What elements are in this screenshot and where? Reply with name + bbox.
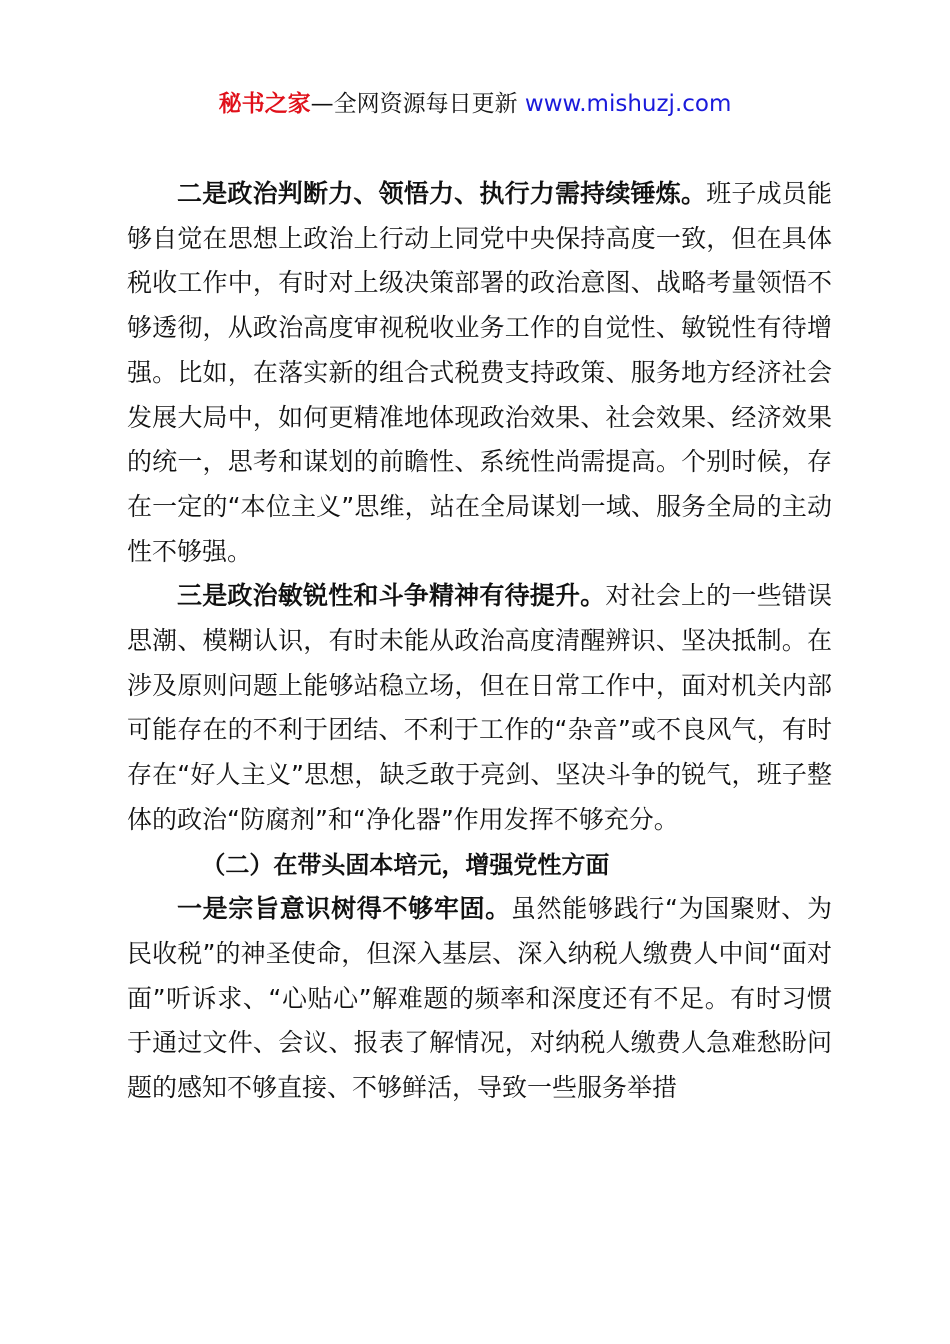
paragraph-lead: 三是政治敏锐性和斗争精神有待提升。 (177, 581, 606, 611)
paragraph-text: 对社会上的一些错误思潮、模糊认识，有时未能从政治高度清醒辨识、坚决抵制。在涉及原则问题上能够站稳立场，但在日常工作中，面对机关内部可能存在的不利于团结、不利于工作的“杂音”或不良风气，有时存在“好人主义”思想，缺乏敢于亮剑、坚决斗争的锐气，班子整体的政治“防腐剂”和“净化器”作用发挥不够充分。 (127, 581, 832, 834)
paragraph-purpose-awareness (127, 887, 832, 1111)
header-tagline: —全网资源每日更新 (310, 91, 525, 117)
brand-name: 秘书之家 (218, 91, 311, 117)
document-body (127, 172, 832, 1111)
section-subheading: （二）在带头固本培元，增强党性方面 (201, 850, 610, 879)
paragraph-lead: 一是宗旨意识树得不够牢固。 (177, 894, 511, 924)
paragraph-lead: 二是政治判断力、领悟力、执行力需持续锤炼。 (177, 179, 707, 208)
page-header (0, 88, 950, 120)
website-link[interactable]: www.mishuzj.com (524, 91, 732, 117)
paragraph-political-judgment (127, 172, 832, 574)
paragraph-text: 班子成员能够自觉在思想上政治上行动上同党中央保持高度一致，但在具体税收工作中，有时对上级决策部署的政治意图、战略考量领悟不够透彻，从政治高度审视税收业务工作的自觉性、敏锐性有待增强。比如，在落实新的组合式税费支持政策、服务地方经济社会发展大局中，如何更精准地体现政治效果、社会效果、经济效果的统一，思考和谋划的前瞻性、系统性尚需提高。个别时候，存在一定的“本位主义”思维，站在全局谋划一域、服务全局的主动性不够强。 (127, 179, 832, 566)
paragraph-text: 虽然能够践行“为国聚财、为民收税”的神圣使命，但深入基层、深入纳税人缴费人中间“面对面”听诉求、“心贴心”解难题的频率和深度还有不足。有时习惯于通过文件、会议、报表了解情况，对纳税人缴费人急难愁盼问题的感知不够直接、不够鲜活，导致一些服务举措 (127, 894, 832, 1103)
paragraph-political-sensitivity (127, 574, 832, 842)
